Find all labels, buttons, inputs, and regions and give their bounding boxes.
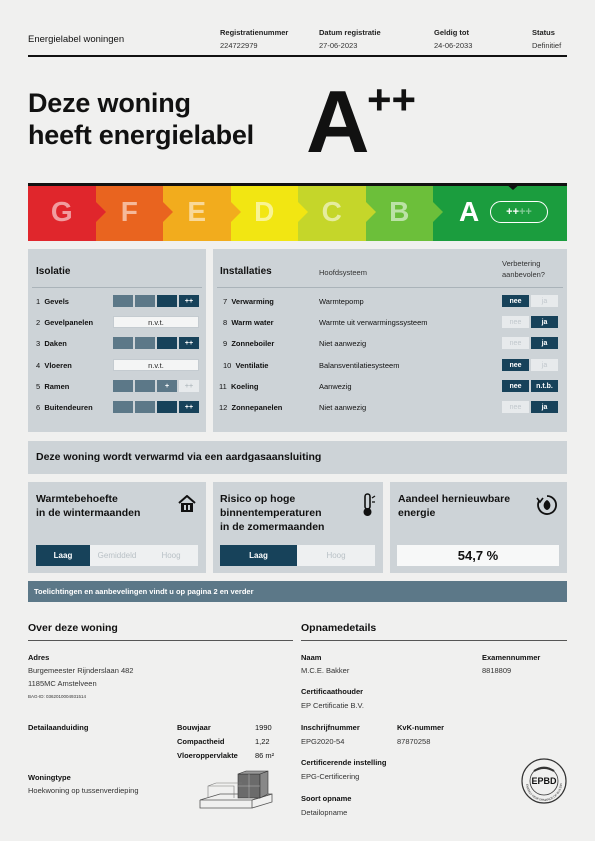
scale-class-d: D [231,183,299,241]
install-system-zonnepanelen: Niet aanwezig [319,403,367,412]
epbd-seal-ring: ENERGY PERFORMANCE OF BUILDIN [525,783,564,803]
aandeel-title: Aandeel hernieuwbare energie [398,493,511,519]
risico-option-hoog: Hoog [297,545,375,566]
risico-option-laag: Laag [220,545,297,566]
isolatie-value-gevelpanelen: n.v.t. [113,316,199,328]
inschr-value: EPG2020-54 [301,737,345,746]
warmte-card [28,482,206,573]
header-rule [28,55,567,57]
risico-title: Risico op hoge binnentemperaturen in de zomermaanden [220,493,325,533]
warmte-option-gemiddeld: Gemiddeld [90,545,144,566]
energy-scale [28,183,567,241]
spec-value-vloeroppervlakte: 86 m² [255,751,275,760]
isolatie-title: Isolatie [36,266,71,277]
opname-rule [301,640,567,641]
advice-no-zonneboiler: nee [502,337,529,349]
scale-pointer [505,183,521,190]
scale-class-f: F [96,183,164,241]
install-row-verwarming: 7 Verwarming [223,297,274,306]
spec-value-bouwjaar: 1990 [255,723,272,732]
install-system-zonneboiler: Niet aanwezig [319,339,367,348]
installaties-advice-head: Verbetering aanbevolen? [502,259,545,279]
isolatie-bars-gevels: ++ [113,295,199,307]
epbd-seal-text: EPBD [531,776,557,786]
advice-no-koeling: nee [502,380,529,392]
advice-no-ventilatie: nee [502,359,529,371]
scale-class-c: C [298,183,366,241]
install-system-warm-water: Warmte uit verwarmingssysteem [319,318,428,327]
installaties-title: Installaties [220,266,272,277]
house-heat-icon [177,495,197,513]
advice-no-verwarming: nee [502,295,529,307]
examen-value: 8818809 [482,666,512,675]
isolatie-row-ramen: 5 Ramen [36,382,70,391]
naam-label: Naam [301,653,322,662]
thermometer-icon [359,492,377,518]
cert-label: Certificaathouder [301,687,364,696]
isolatie-row-vloeren: 4 Vloeren [36,361,72,370]
installaties-col-head: Hoofdsysteem [319,268,367,277]
spec-label-vloeroppervlakte: Vloeroppervlakte [177,751,238,760]
advice-no-zonnepanelen: nee [502,401,529,413]
install-row-koeling: 11 Koeling [219,382,259,391]
header-field-geldig: Geldig tot 24-06-2033 [434,28,473,50]
install-system-verwarming: Warmtepomp [319,297,364,306]
isolatie-bars-daken: ++ [113,337,199,349]
advice-yes-ventilatie: ja [531,359,558,371]
over-rule [28,640,293,641]
naam-value: M.C.E. Bakker [301,666,350,675]
header-field-registratienummer: Registratienummer 224722979 [220,28,289,50]
instelling-value: EPG-Certificering [301,772,360,781]
advice-yes-verwarming: ja [531,295,558,307]
adres-label: Adres [28,653,50,662]
examen-label: Examennummer [482,653,541,662]
isolatie-bars-ramen: + ++ [113,380,199,392]
isolatie-row-gevels: 1 Gevels [36,297,69,306]
woningtype-value: Hoekwoning op tussenverdieping [28,786,139,795]
risico-card [213,482,383,573]
spec-value-compactheid: 1,22 [255,737,270,746]
install-row-zonnepanelen: 12 Zonnepanelen [219,403,283,412]
heating-banner: Deze woning wordt verwarmd via een aardgasaansluiting [28,441,567,474]
bag-id: BAG-ID: 0362010004931514 [28,694,87,699]
isolatie-row-daken: 3 Daken [36,339,67,348]
scale-top-rule [28,183,567,186]
install-row-ventilatie: 10 Ventilatie [223,361,269,370]
tip-bar: Toelichtingen en aanbevelingen vindt u op pagina 2 en verder [28,581,567,602]
scale-class-a: A [433,183,567,241]
energy-label-letter: A [306,72,368,171]
building-type-icon [198,770,274,810]
scale-class-b: B [366,183,434,241]
kvk-label: KvK-nummer [397,723,445,732]
spec-label-compactheid: Compactheid [177,737,225,746]
warmte-option-hoog: Hoog [144,545,198,566]
isolatie-value-vloeren: n.v.t. [113,359,199,371]
isolatie-bars-buitendeuren: ++ [113,401,199,413]
energy-label-plus: ++ [367,76,417,123]
cert-value: EP Certificatie B.V. [301,701,364,710]
scale-class-e: E [163,183,231,241]
soort-label: Soort opname [301,794,352,803]
scale-plus-indicator: ++ ++ [490,201,548,223]
epbd-seal [520,757,568,805]
warmte-title: Warmtebehoefte in de wintermaanden [36,493,141,519]
install-row-warm-water: 8 Warm water [223,318,274,327]
advice-yes-zonneboiler: ja [531,337,558,349]
over-title: Over deze woning [28,622,118,634]
renewable-icon [536,494,558,516]
woningtype-label: Woningtype [28,773,71,782]
opname-title: Opnamedetails [301,622,377,634]
isolatie-row-buitendeuren: 6 Buitendeuren [36,403,93,412]
document-title: Energielabel woningen [28,34,125,45]
advice-yes-warm-water: ja [531,316,558,328]
install-system-ventilatie: Balansventilatiesysteem [319,361,400,370]
advice-yes-zonnepanelen: ja [531,401,558,413]
spec-label-bouwjaar: Bouwjaar [177,723,211,732]
adres-line-1: Burgemeester Rijnderslaan 482 [28,666,134,675]
inschr-label: Inschrijfnummer [301,723,360,732]
page-title: Deze woning heeft energielabel [28,88,254,150]
scale-class-g: G [28,183,96,241]
renewable-percentage: 54,7 % [397,545,559,566]
install-row-zonneboiler: 9 Zonneboiler [223,339,275,348]
isolatie-divider [32,287,202,288]
kvk-value: 87870258 [397,737,431,746]
instelling-label: Certificerende instelling [301,758,387,767]
isolatie-row-gevelpanelen: 2 Gevelpanelen [36,318,94,327]
installaties-divider [217,287,563,288]
advice-ntb-koeling: n.t.b. [531,380,558,392]
install-system-koeling: Aanwezig [319,382,352,391]
advice-no-warm-water: nee [502,316,529,328]
detail-label: Detailaanduiding [28,723,89,732]
header-field-status: Status Definitief [532,28,562,50]
adres-line-2: 1185MC Amstelveen [28,679,97,688]
header-field-datum: Datum registratie 27-06-2023 [319,28,381,50]
warmte-option-laag: Laag [36,545,90,566]
soort-value: Detailopname [301,808,348,817]
